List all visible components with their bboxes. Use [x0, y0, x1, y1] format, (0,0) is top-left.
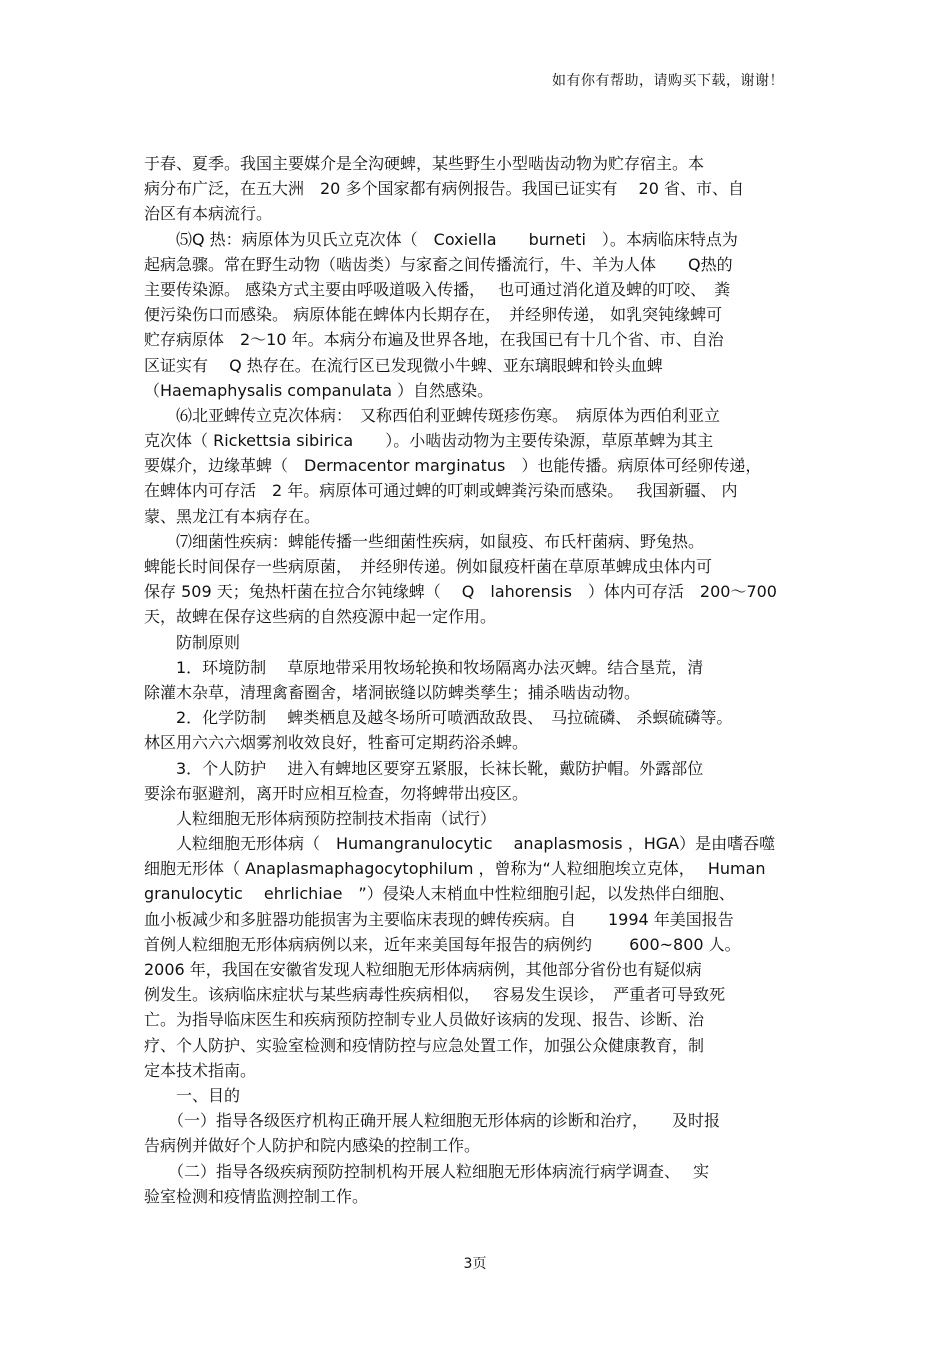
text-line: 2006 年，我国在安徽省发现人粒细胞无形体病病例，其他部分省份也有疑似病	[144, 960, 702, 979]
text-line: 告病例并做好个人防护和院内感染的控制工作。	[144, 1136, 481, 1156]
text-line: （二）指导各级疾病预防控制机构开展人粒细胞无形体病流行病学调查、 实	[144, 1161, 710, 1181]
text-line: 2．化学防制 蜱类栖息及越冬场所可喷洒敌敌畏、 马拉硫磷、 杀螟硫磷等。	[144, 708, 733, 728]
text-line: ⑹北亚蜱传立克次体病： 又称西伯利亚蜱传斑疹伤寒。 病原体为西伯利亚立	[144, 405, 721, 425]
text-line: 主要传染源。 感染方式主要由呼吸道吸入传播， 也可通过消化道及蜱的叮咬、 粪	[144, 279, 731, 299]
text-line: 蜱能长时间保存一些病原菌， 并经卵传递。例如鼠疫杆菌在草原革蜱成虫体内可	[144, 557, 713, 576]
text-line: 亡。为指导临床医生和疾病预防控制专业人员做好该病的发现、报告、诊断、治	[144, 1010, 705, 1030]
text-line: 血小板减少和多脏器功能损害为主要临床表现的蜱传疾病。自 1994 年美国报告	[144, 909, 734, 929]
page-number: 3页	[463, 1256, 487, 1272]
text-line: 1．环境防制 草原地带采用牧场轮换和牧场隔离办法灭蜱。结合垦荒，清	[144, 657, 704, 677]
text-line: 便污染伤口而感染。 病原体能在蜱体内长期存在， 并经卵传递， 如乳突钝缘蜱可	[144, 305, 723, 325]
text-line: granulocytic ehrlichiae ”）侵染人末梢血中性粒细胞引起，以发热伴白细胞、	[144, 884, 735, 904]
text-line: 3．个人防护 进入有蜱地区要穿五紧服，长袜长靴，戴防护帽。外露部位	[144, 758, 704, 778]
text-line: 人粒细胞无形体病（ Humangranulocytic anaplasmosis ，HGA）是由嗜吞噬	[144, 834, 776, 854]
text-line: 疗、个人防护、实验室检测和疫情防控与应急处置工作，加强公众健康教育，制	[144, 1035, 705, 1055]
text-line: 治区有本病流行。	[144, 204, 273, 224]
page-header-note: 如有你有帮助，请购买下载，谢谢！	[552, 73, 784, 89]
text-line: 区证实有 Q 热存在。在流行区已发现微小牛蜱、亚东璃眼蜱和铃头血蜱	[144, 355, 663, 375]
text-line: 于春、夏季。我国主要媒介是全沟硬蜱，某些野生小型啮齿动物为贮存宿主。本	[144, 154, 705, 173]
text-line: 天，故蜱在保存这些病的自然疫源中起一定作用。	[144, 607, 497, 627]
text-line: 贮存病原体 2～10 年。本病分布遍及世界各地，在我国已有十几个省、市、自治	[144, 330, 724, 350]
text-line: 一、目的	[144, 1085, 241, 1105]
document-body	[144, 151, 816, 1209]
text-line: 蒙、黑龙江有本病存在。	[144, 506, 321, 526]
text-line: 细胞无形体（ Anaplasmaphagocytophilum ，曾称为“人粒细胞埃立克体， Human	[144, 859, 766, 879]
text-line: （一）指导各级医疗机构正确开展人粒细胞无形体病的诊断和治疗， 及时报	[144, 1111, 721, 1131]
text-line: 起病急骤。常在野生动物（啮齿类）与家畜之间传播流行，牛、羊为人体 Q热的	[144, 254, 733, 274]
text-line: 防制原则	[144, 632, 241, 652]
text-line: 例发生。该病临床症状与某些病毒性疾病相似， 容易发生误诊， 严重者可导致死	[144, 985, 726, 1005]
text-line: 保存 509 天；兔热杆菌在拉合尔钝缘蜱（ Q lahorensis ）体内可存活 200～700	[144, 582, 777, 602]
text-line: 人粒细胞无形体病预防控制技术指南（试行）	[144, 808, 497, 828]
text-line: 要涂布驱避剂，离开时应相互检查，勿将蜱带出疫区。	[144, 783, 529, 803]
text-line: （Haemaphysalis companulata ）自然感染。	[144, 380, 494, 400]
text-line: 病分布广泛，在五大洲 20 多个国家都有病例报告。我国已证实有 20 省、市、自	[144, 179, 744, 199]
text-line: 定本技术指南。	[144, 1060, 257, 1080]
text-line: 要媒介，边缘革蜱（ Dermacentor marginatus ）也能传播。病原体可经卵传递，	[144, 456, 762, 476]
text-line: 在蜱体内可存活 2 年。病原体可通过蜱的叮刺或蜱粪污染而感染。 我国新疆、 内	[144, 481, 738, 501]
text-line: 林区用六六六烟雾剂收效良好，牲畜可定期药浴杀蜱。	[144, 733, 529, 753]
text-line: 首例人粒细胞无形体病病例以来，近年来美国每年报告的病例约 600~800 人。	[144, 934, 741, 954]
text-line: 验室检测和疫情监测控制工作。	[144, 1186, 369, 1206]
text-line: 除灌木杂草，清理禽畜圈舍，堵洞嵌缝以防蜱类孳生；捕杀啮齿动物。	[144, 682, 641, 702]
text-line: ⑸Q 热：病原体为贝氏立克次体（ Coxiella burneti ）。本病临床特点为	[144, 229, 738, 249]
text-line: ⑺细菌性疾病：蜱能传播一些细菌性疾病，如鼠疫、布氏杆菌病、野兔热。	[144, 531, 705, 551]
text-line: 克次体（ Rickettsia sibirica ）。小啮齿动物为主要传染源，草原革蜱为其主	[144, 431, 714, 451]
